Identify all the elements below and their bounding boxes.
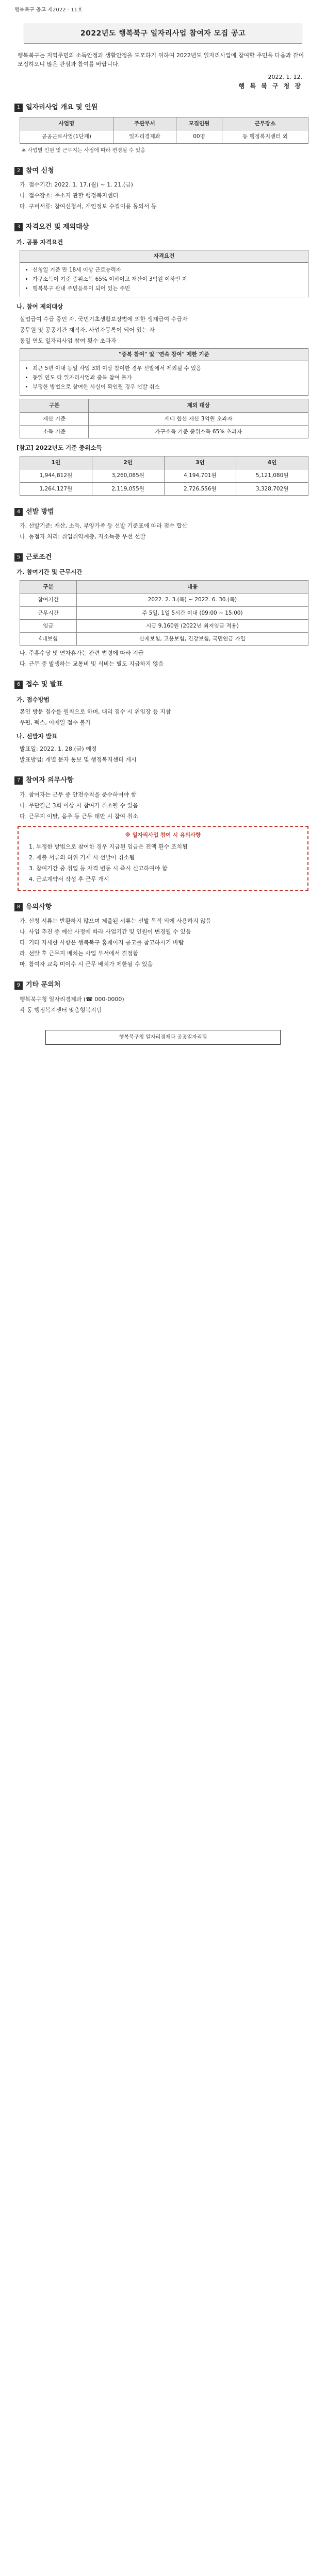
table-header: 4인 — [236, 456, 308, 469]
section-number: 6 — [14, 681, 23, 689]
box-title: 자격요건 — [20, 250, 308, 262]
section-1-title — [14, 103, 312, 113]
table-header: 모집인원 — [176, 117, 222, 130]
paragraph: 공무원 및 공공기관 재직자, 사업자등록이 되어 있는 자 — [20, 327, 155, 334]
table-cell: 참여기간 — [20, 594, 77, 606]
paragraph: 나. 접수장소: 주소지 관할 행정복지센터 — [20, 192, 119, 199]
table-header: 제외 대상 — [89, 399, 308, 412]
table-cell: 일자리경제과 — [113, 130, 176, 143]
paragraph: 다. 기타 자세한 사항은 행복북구 홈페이지 공고를 참고하시기 바람 — [20, 939, 184, 946]
table-cell: 3,328,702원 — [236, 482, 308, 495]
paragraph: 나. 주휴수당 및 연차휴가는 관련 법령에 따라 지급 — [20, 650, 144, 657]
section-number: 7 — [14, 776, 23, 785]
table-cell: 재산 기준 — [20, 412, 89, 425]
document-title: 2022년도 행복북구 일자리사업 참여자 모집 공고 — [80, 29, 246, 38]
table-cell: 근무시간 — [20, 606, 77, 619]
sub-heading: [참고] 2022년도 기준 중위소득 — [17, 444, 102, 452]
paragraph: 나. 무단결근 3회 이상 시 참여가 취소될 수 있음 — [20, 802, 138, 809]
table-cell: 5,121,080원 — [236, 469, 308, 482]
paragraph: 본인 방문 접수를 원칙으로 하며, 대리 접수 시 위임장 등 지참 — [20, 708, 171, 716]
table-header: 내용 — [76, 581, 308, 594]
table-cell: 2022. 2. 3.(목) ~ 2022. 6. 30.(목) — [76, 594, 308, 606]
sub-heading: 가. 참여기간 및 근무시간 — [17, 568, 83, 576]
paragraph: 동일 연도 일자리사업 참여 횟수 초과자 — [20, 337, 117, 345]
table-row — [20, 594, 308, 606]
table-cell: 세대 합산 재산 3억원 초과자 — [89, 412, 308, 425]
list-item: • 최근 5년 이내 동일 사업 3회 이상 참여한 경우 선발에서 제외될 수 있음 — [32, 364, 304, 372]
table-cell: 임금 — [20, 619, 77, 632]
section-2-title — [14, 166, 312, 176]
paragraph: 우편, 팩스, 이메일 접수 불가 — [20, 719, 91, 726]
work-conditions-table-wrap — [20, 580, 308, 646]
table-header: 1인 — [20, 456, 92, 469]
list-item: • 행복북구 관내 주민등록이 되어 있는 주민 — [32, 284, 304, 293]
table-row — [20, 130, 308, 143]
exclusion-table — [20, 399, 308, 438]
sub-heading: 나. 참여 제외대상 — [17, 303, 63, 311]
list-item: • 가구소득이 기준 중위소득 65% 이하이고 재산이 3억원 이하인 자 — [32, 275, 304, 283]
section-heading: 유의사항 — [26, 903, 52, 911]
table-row — [20, 482, 308, 495]
section-number: 5 — [14, 553, 23, 562]
section-7-title — [14, 775, 312, 786]
section-8-title — [14, 902, 312, 912]
paragraph: 마. 참여자 교육 미이수 시 근무 배치가 제한될 수 있음 — [20, 961, 153, 968]
section-heading: 참여자 의무사항 — [26, 776, 74, 785]
table-cell: 2,119,055원 — [92, 482, 164, 495]
table-cell: 동 행정복지센터 외 — [222, 130, 308, 143]
section-heading: 일자리사업 개요 및 인원 — [26, 103, 98, 111]
table-header: 2인 — [92, 456, 164, 469]
work-conditions-table — [20, 580, 308, 646]
section-heading: 자격요건 및 제외대상 — [26, 223, 89, 231]
title-box — [24, 24, 302, 44]
list-item: • 부정한 방법으로 참여한 사실이 확인될 경우 선발 취소 — [32, 383, 304, 391]
table-cell: 소득 기준 — [20, 425, 89, 438]
table-row — [20, 619, 308, 632]
table-cell: 공공근로사업(1단계) — [20, 130, 113, 143]
table-header: 3인 — [164, 456, 236, 469]
eligibility-box — [20, 250, 308, 297]
announcement-date: 2022. 1. 12. — [268, 74, 302, 81]
footer-text: 행복북구청 일자리경제과 공공일자리팀 — [119, 1034, 207, 1040]
table-row — [20, 425, 308, 438]
section-number: 9 — [14, 981, 23, 990]
paragraph: 나. 사업 추진 중 예산 사정에 따라 사업기간 및 인원이 변경될 수 있음 — [20, 928, 191, 936]
footer-box — [45, 1030, 281, 1045]
caution-item: 2. 제출 서류의 허위 기재 시 선발이 취소됨 — [29, 854, 135, 861]
table-row — [20, 412, 308, 425]
caution-item: 3. 참여기간 중 취업 등 자격 변동 시 즉시 신고하여야 함 — [29, 865, 168, 872]
table-cell: 1,264,127원 — [20, 482, 92, 495]
section-3-title — [14, 222, 312, 232]
sub-heading: 가. 접수방법 — [17, 696, 50, 703]
paragraph: 가. 접수기간: 2022. 1. 17.(월) ~ 1. 21.(금) — [20, 181, 133, 189]
sub-heading: 나. 선발자 발표 — [17, 733, 58, 740]
sub-heading: 가. 공통 자격요건 — [17, 238, 63, 246]
paragraph: 라. 선발 후 근무지 배치는 사업 부서에서 결정함 — [20, 950, 138, 957]
exclusion-table-wrap — [20, 399, 308, 438]
section-number: 2 — [14, 167, 23, 175]
table-header: 근무장소 — [222, 117, 308, 130]
table-row — [20, 606, 308, 619]
table-cell: 2,726,556원 — [164, 482, 236, 495]
paragraph: 행복북구청 일자리경제과 (☎ 000-0000) — [20, 995, 124, 1003]
table-cell: 주 5일, 1일 5시간 이내 (09:00 ~ 15:00) — [76, 606, 308, 619]
paragraph: 실업급여 수급 중인 자, 국민기초생활보장법에 의한 생계급여 수급자 — [20, 316, 188, 323]
caution-box — [18, 826, 308, 891]
paragraph: 다. 구비서류: 참여신청서, 개인정보 수집이용 동의서 등 — [20, 203, 157, 210]
table-cell: 산재보험, 고용보험, 건강보험, 국민연금 가입 — [76, 633, 308, 646]
table-note: ※ 사업별 인원 및 근무지는 사정에 따라 변경될 수 있음 — [22, 147, 145, 154]
paragraph: 다. 근무지 이탈, 음주 등 근무 태만 시 참여 취소 — [20, 812, 138, 820]
table-cell: 1,944,812원 — [20, 469, 92, 482]
document-page — [0, 0, 326, 1045]
section-5-title — [14, 552, 312, 563]
intro-text: 행복북구는 지역주민의 소득안정과 생활안정을 도모하기 위하여 2022년도 일자리사업에 참여할 주민을 다음과 같이 모집하오니 많은 관심과 참여를 바랍니다. — [18, 52, 304, 68]
paragraph: 다. 근무 중 발생하는 교통비 및 식비는 별도 지급하지 않음 — [20, 660, 164, 668]
section-number: 4 — [14, 508, 23, 516]
section-number: 1 — [14, 104, 23, 112]
table-cell: 3,260,085원 — [92, 469, 164, 482]
table-cell: 4,194,701원 — [164, 469, 236, 482]
list-item: • 동일 연도 타 일자리사업과 중복 참여 불가 — [32, 374, 304, 382]
caution-item: 4. 근로계약서 작성 후 근무 개시 — [29, 876, 109, 883]
program-table — [20, 117, 308, 144]
section-heading: 접수 및 발표 — [26, 681, 63, 689]
table-header: 구분 — [20, 581, 77, 594]
section-9-title — [14, 980, 312, 990]
table-header: 주관부서 — [113, 117, 176, 130]
caution-item: 1. 부정한 방법으로 참여한 경우 지급된 임금은 전액 환수 조치됨 — [29, 843, 188, 850]
box-title: "중복 참여" 및 "연속 참여" 제한 기준 — [20, 349, 308, 361]
section-number: 3 — [14, 223, 23, 231]
caution-title: ※ 일자리사업 참여 시 유의사항 — [125, 832, 201, 838]
paragraph: 발표방법: 개별 문자 통보 및 행정복지센터 게시 — [20, 756, 137, 764]
table-cell: 4대보험 — [20, 633, 77, 646]
section-6-title — [14, 680, 312, 690]
section-heading: 기타 문의처 — [26, 981, 61, 989]
table-cell: 00명 — [176, 130, 222, 143]
document-number: 행복북구 공고 제2022 - 11호 — [14, 7, 83, 13]
paragraph: 가. 신청 서류는 반환하지 않으며 제출된 서류는 선발 목적 외에 사용하지 않음 — [20, 918, 211, 925]
program-table-wrap — [20, 117, 308, 144]
table-header: 구분 — [20, 399, 89, 412]
paragraph: 가. 참여자는 근무 중 안전수칙을 준수하여야 함 — [20, 791, 137, 798]
section-4-title — [14, 507, 312, 517]
table-cell: 가구소득 기준 중위소득 65% 초과자 — [89, 425, 308, 438]
signer: 행 복 북 구 청 장 — [238, 82, 302, 90]
section-number: 8 — [14, 903, 23, 911]
income-table — [20, 456, 308, 496]
list-item: • 신청일 기준 만 18세 이상 근로능력자 — [32, 266, 304, 274]
table-row — [20, 633, 308, 646]
table-row — [20, 469, 308, 482]
paragraph: 나. 동점자 처리: 취업취약계층, 저소득층 우선 선발 — [20, 533, 146, 540]
section-heading: 선발 방법 — [26, 507, 54, 516]
table-header: 사업명 — [20, 117, 113, 130]
paragraph: 각 동 행정복지센터 맞춤형복지팀 — [20, 1006, 102, 1013]
table-cell: 시급 9,160원 (2022년 최저임금 적용) — [76, 619, 308, 632]
section-heading: 근로조건 — [26, 553, 52, 562]
paragraph: 가. 선발기준: 재산, 소득, 부양가족 등 선발 기준표에 따라 점수 합산 — [20, 522, 188, 529]
section-heading: 참여 신청 — [26, 167, 54, 175]
rule-box — [20, 348, 308, 396]
income-table-wrap — [20, 456, 308, 496]
paragraph: 발표일: 2022. 1. 28.(금) 예정 — [20, 745, 97, 753]
